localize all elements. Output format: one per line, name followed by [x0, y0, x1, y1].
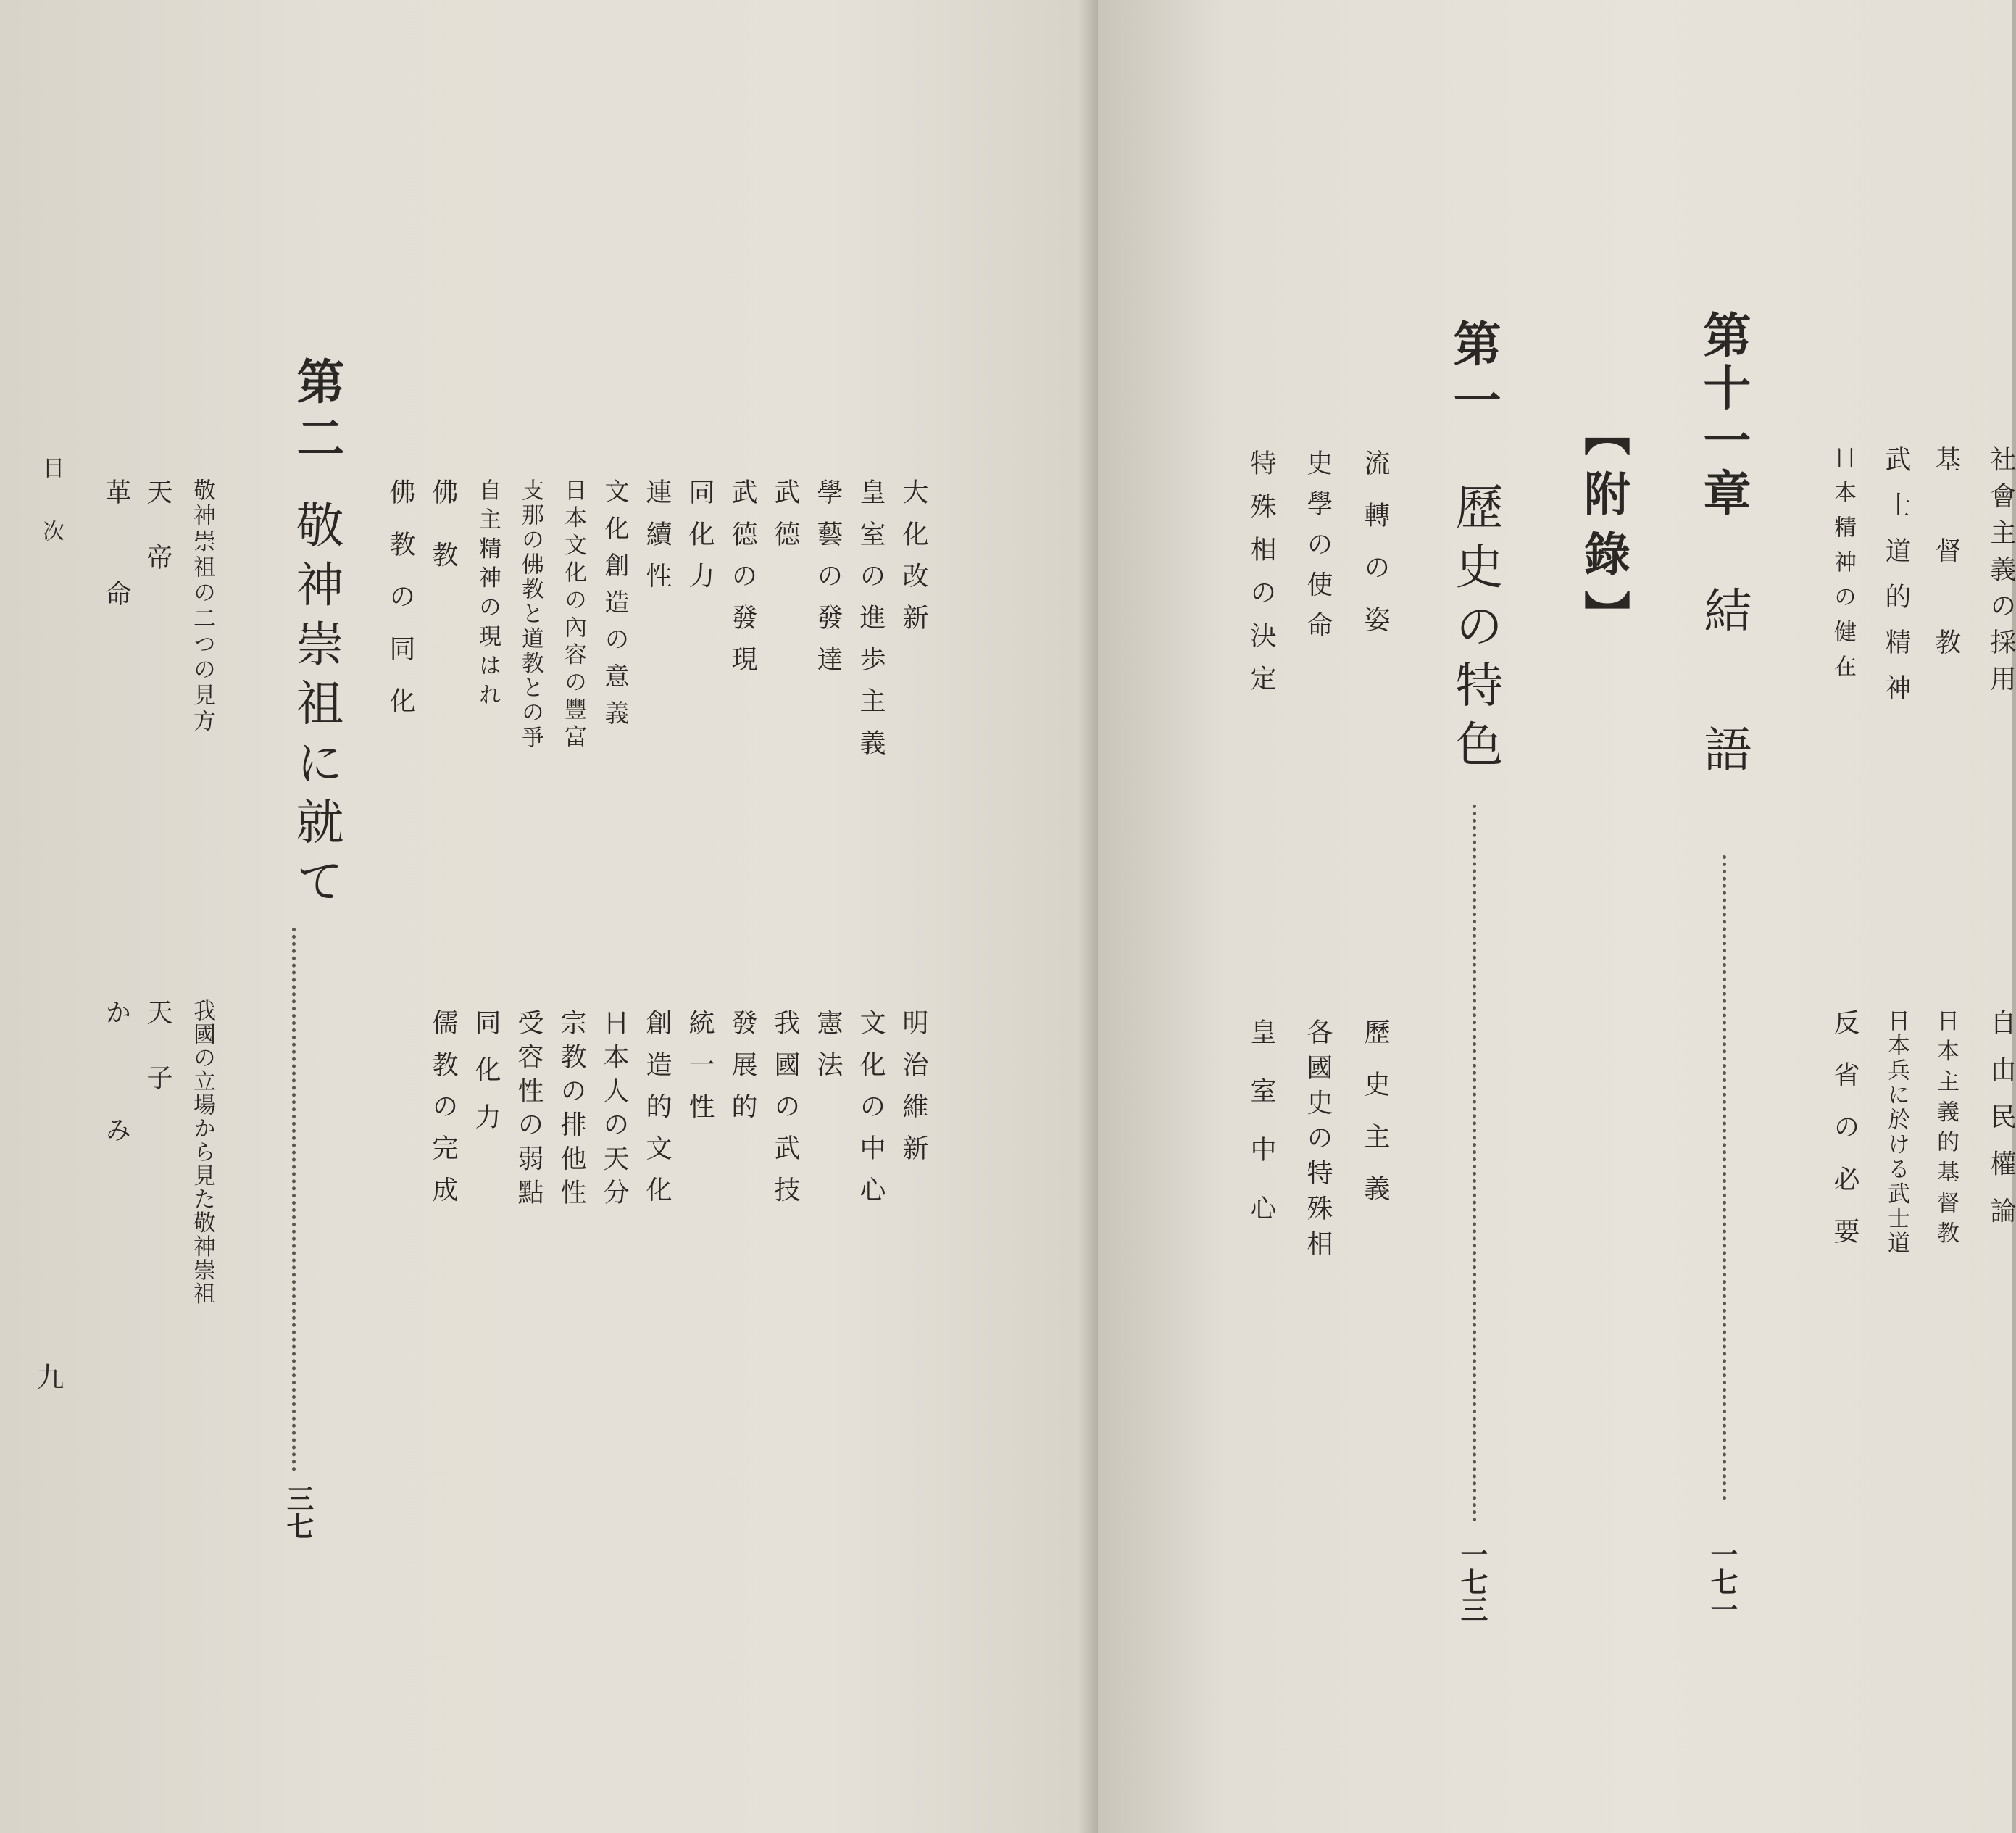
- page-folio: 九: [32, 1363, 64, 1390]
- toc-entry-upper: 日本精神の健在: [1830, 446, 1856, 690]
- toc-entry-lower: 日本主義的基督教: [1933, 1009, 1959, 1252]
- toc-entry-upper: 佛教: [428, 478, 458, 604]
- chapter-title: 敬神崇祖に就て: [288, 500, 343, 915]
- toc-entry-upper: 社會主義の採用: [1986, 446, 2016, 702]
- toc-entry-lower: 自由民權論: [1986, 1009, 2016, 1244]
- toc-entry-lower: 我國の立場から見た敬神崇祖: [189, 999, 215, 1306]
- toc-entry-upper: 文化創造の意義: [600, 478, 629, 737]
- toc-entry-upper: 大化改新: [899, 478, 928, 646]
- chapter-number: 第二: [288, 357, 345, 470]
- toc-entry-lower: 同化力: [471, 1009, 501, 1150]
- dot-leader: [292, 928, 296, 1471]
- toc-entry-upper: 史學の使命: [1303, 449, 1333, 652]
- chapter-title: 結語: [1696, 586, 1751, 863]
- toc-entry-lower: 各國史の特殊相: [1303, 1018, 1333, 1265]
- toc-entry-lower: 天子: [143, 999, 172, 1129]
- toc-entry-upper: 日本文化の內容の豐富: [560, 478, 586, 753]
- toc-entry-lower: 受容性の弱點: [514, 1009, 543, 1213]
- toc-entry-lower: 宗教の排他性: [557, 1009, 586, 1213]
- toc-entry-upper: 革命: [101, 478, 131, 682]
- page-number: 一七一: [1706, 1540, 1738, 1623]
- toc-entry-upper: 武士道的精神: [1881, 446, 1911, 720]
- toc-entry-lower: 儒教の完成: [428, 1009, 458, 1218]
- appendix-section-title: 歷史の特色: [1447, 482, 1503, 779]
- page-number: 一七三: [1456, 1540, 1488, 1623]
- toc-entry-upper: 武德: [770, 478, 800, 562]
- toc-entry-upper: 流轉の姿: [1360, 449, 1390, 658]
- toc-entry-lower: 反省の必要: [1830, 1009, 1859, 1270]
- toc-entry-lower: 發展的: [728, 1009, 757, 1134]
- toc-entry-upper: 敬神崇祖の二つの見方: [189, 478, 215, 735]
- right-page: [1098, 0, 2016, 1833]
- toc-entry-upper: 同化力: [685, 478, 715, 604]
- chapter-number: 第十一章: [1695, 310, 1751, 521]
- toc-entry-lower: 統一性: [685, 1009, 715, 1134]
- toc-entry-lower: 憲法: [813, 1009, 843, 1093]
- page-number: 三七: [282, 1484, 315, 1539]
- appendix-section-number: 第一: [1445, 319, 1501, 432]
- toc-entry-upper: 連續性: [642, 478, 672, 604]
- toc-entry-upper: 武德の發現: [728, 478, 757, 687]
- toc-entry-upper: 支那の佛教と道教との爭: [517, 478, 543, 751]
- toc-entry-upper: 皇室の進歩主義: [856, 478, 886, 771]
- toc-entry-lower: 我國の武技: [770, 1009, 800, 1218]
- toc-entry-upper: 基督教: [1931, 446, 1961, 720]
- toc-entry-lower: かみ: [101, 999, 131, 1234]
- toc-entry-lower: 皇室中心: [1246, 1018, 1276, 1253]
- toc-entry-lower: 明治維新: [899, 1009, 928, 1176]
- dot-leader: [1473, 805, 1476, 1522]
- toc-entry-lower: 日本兵に於ける武士道: [1883, 1009, 1909, 1256]
- running-head: 目次: [38, 457, 64, 583]
- toc-entry-upper: 學藝の發達: [813, 478, 843, 687]
- appendix-label: 【附錄】: [1576, 410, 1630, 651]
- toc-entry-upper: 天帝: [143, 478, 172, 609]
- toc-entry-lower: 歷史主義: [1360, 1018, 1390, 1227]
- toc-entry-lower: 創造的文化: [642, 1009, 672, 1218]
- toc-entry-upper: 佛教の同化: [386, 478, 415, 739]
- toc-entry-lower: 日本人の天分: [599, 1009, 629, 1213]
- toc-entry-upper: 特殊相の決定: [1246, 449, 1276, 708]
- toc-entry-upper: 自主精神の現はれ: [475, 478, 501, 712]
- dot-leader: [1723, 855, 1726, 1500]
- toc-entry-lower: 文化の中心: [856, 1009, 886, 1218]
